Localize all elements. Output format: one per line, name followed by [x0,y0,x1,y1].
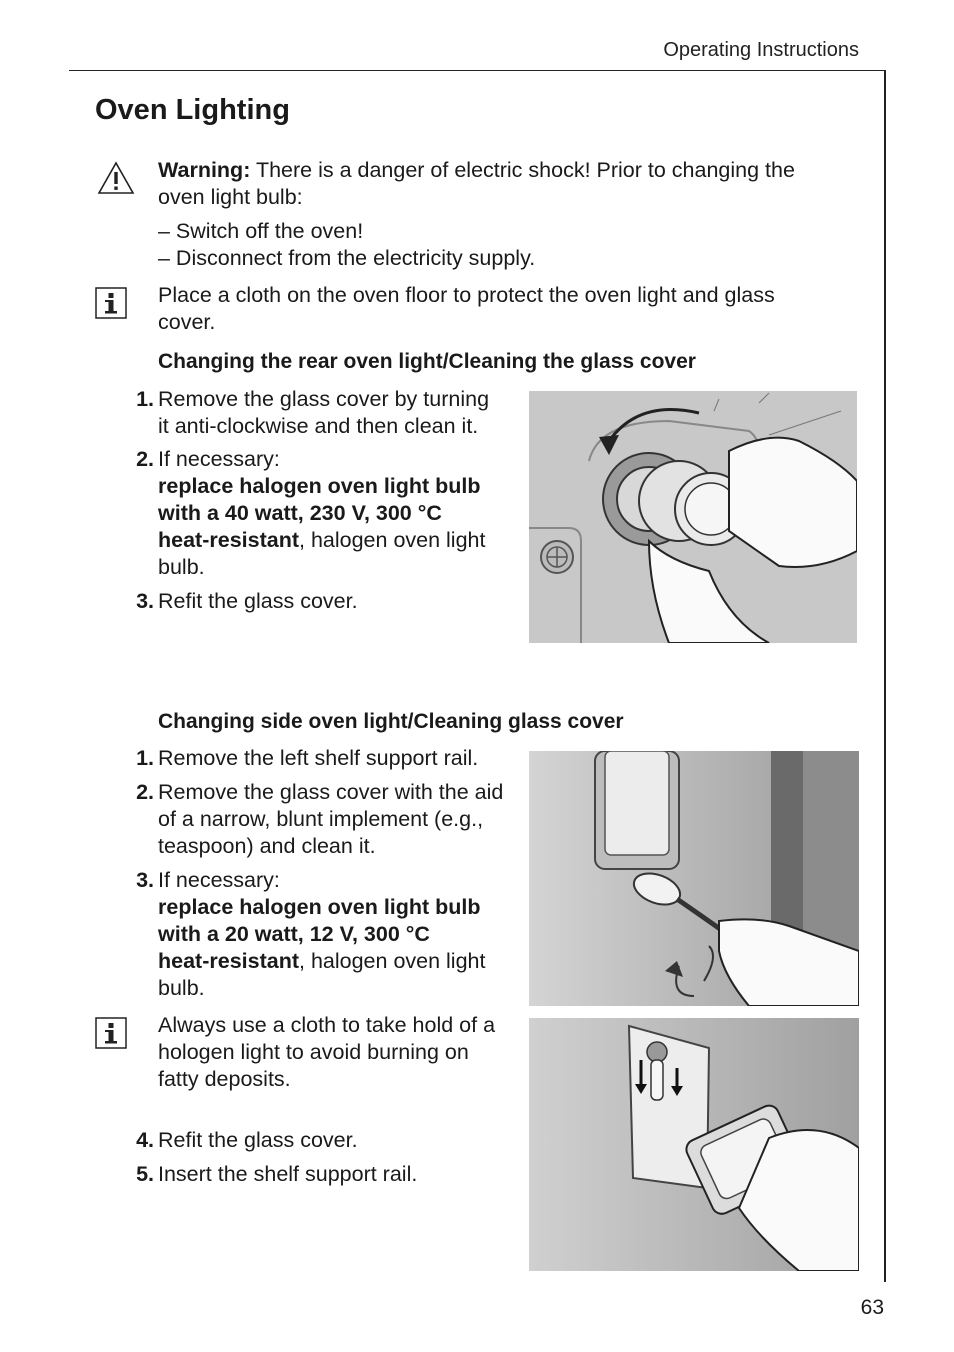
warning-text-line1: There is a danger of electric shock! Prior to changing the [250,158,795,182]
side-rule [884,70,886,1282]
info2-text-line1: Always use a cloth to take hold of a [158,1013,496,1037]
step-text [158,527,485,554]
step-text: Remove the glass cover by turning [158,387,490,411]
info2-text-line2: hologen light to avoid burning on [158,1040,469,1064]
warning-item-1: – Switch off the oven! [158,219,364,243]
step-text-rest: , halogen oven light [299,949,486,973]
side-step-1 [132,745,517,775]
step-number: 2. [136,447,154,471]
warning-item-2: – Disconnect from the electricity supply. [158,246,536,270]
step-text: bulb. [158,976,205,1000]
warning-label: Warning: [158,158,251,182]
step-text [158,948,485,975]
step-number: 1. [136,387,154,411]
step-number: 1. [136,746,154,770]
step-text: Refit the glass cover. [158,1128,358,1152]
step-text: Remove the glass cover with the aid [158,780,504,804]
step-text: it anti-clockwise and then clean it. [158,414,479,438]
step-text-bold: heat-resistant [158,949,299,973]
step-number: 2. [136,780,154,804]
step-number: 3. [136,589,154,613]
step-text: teaspoon) and clean it. [158,834,376,858]
rear-section-heading: Changing the rear oven light/Cleaning the glass cover [158,350,696,373]
step-number: 4. [136,1128,154,1152]
side-light-spoon-illustration [529,751,859,1006]
step-text-bold: heat-resistant [158,528,299,552]
rear-step-1 [132,386,512,446]
warning-triangle-icon [96,160,132,196]
step-text: bulb. [158,555,205,579]
step-text-bold: replace halogen oven light bulb [158,895,481,919]
side-step-3 [132,867,517,1007]
step-text-bold: replace halogen oven light bulb [158,474,481,498]
step-text: Remove the left shelf support rail. [158,746,479,770]
step-text: of a narrow, blunt implement (e.g., [158,807,484,831]
warning-text-line2: oven light bulb: [158,185,303,209]
step-text-rest: , halogen oven light [299,528,486,552]
side-step-4 [132,1127,517,1157]
info-text-line2: cover. [158,310,216,334]
rear-light-illustration [529,391,857,643]
rear-step-3 [132,588,512,618]
step-text: Insert the shelf support rail. [158,1162,418,1186]
side-step-2 [132,779,517,864]
page-number: 63 [860,1296,884,1319]
info-text-line1: Place a cloth on the oven floor to protect the oven light and glass [158,283,775,307]
step-number: 3. [136,868,154,892]
info-icon [94,1016,130,1052]
side-light-cover-illustration [529,1018,859,1271]
info2-text-line3: fatty deposits. [158,1067,291,1091]
warning-text [158,157,795,184]
info-icon [94,286,130,322]
side-section-heading: Changing side oven light/Cleaning glass cover [158,710,624,733]
step-text: Refit the glass cover. [158,589,358,613]
rear-step-2 [132,446,512,586]
step-number: 5. [136,1162,154,1186]
step-text: If necessary: [158,868,280,892]
page-title: Oven Lighting [95,94,290,126]
side-step-5 [132,1161,517,1191]
step-text: If necessary: [158,447,280,471]
section-header: Operating Instructions [663,39,859,61]
step-text-bold: with a 40 watt, 230 V, 300 °C [158,501,442,525]
header-rule [69,70,885,71]
step-text-bold: with a 20 watt, 12 V, 300 °C [158,922,430,946]
